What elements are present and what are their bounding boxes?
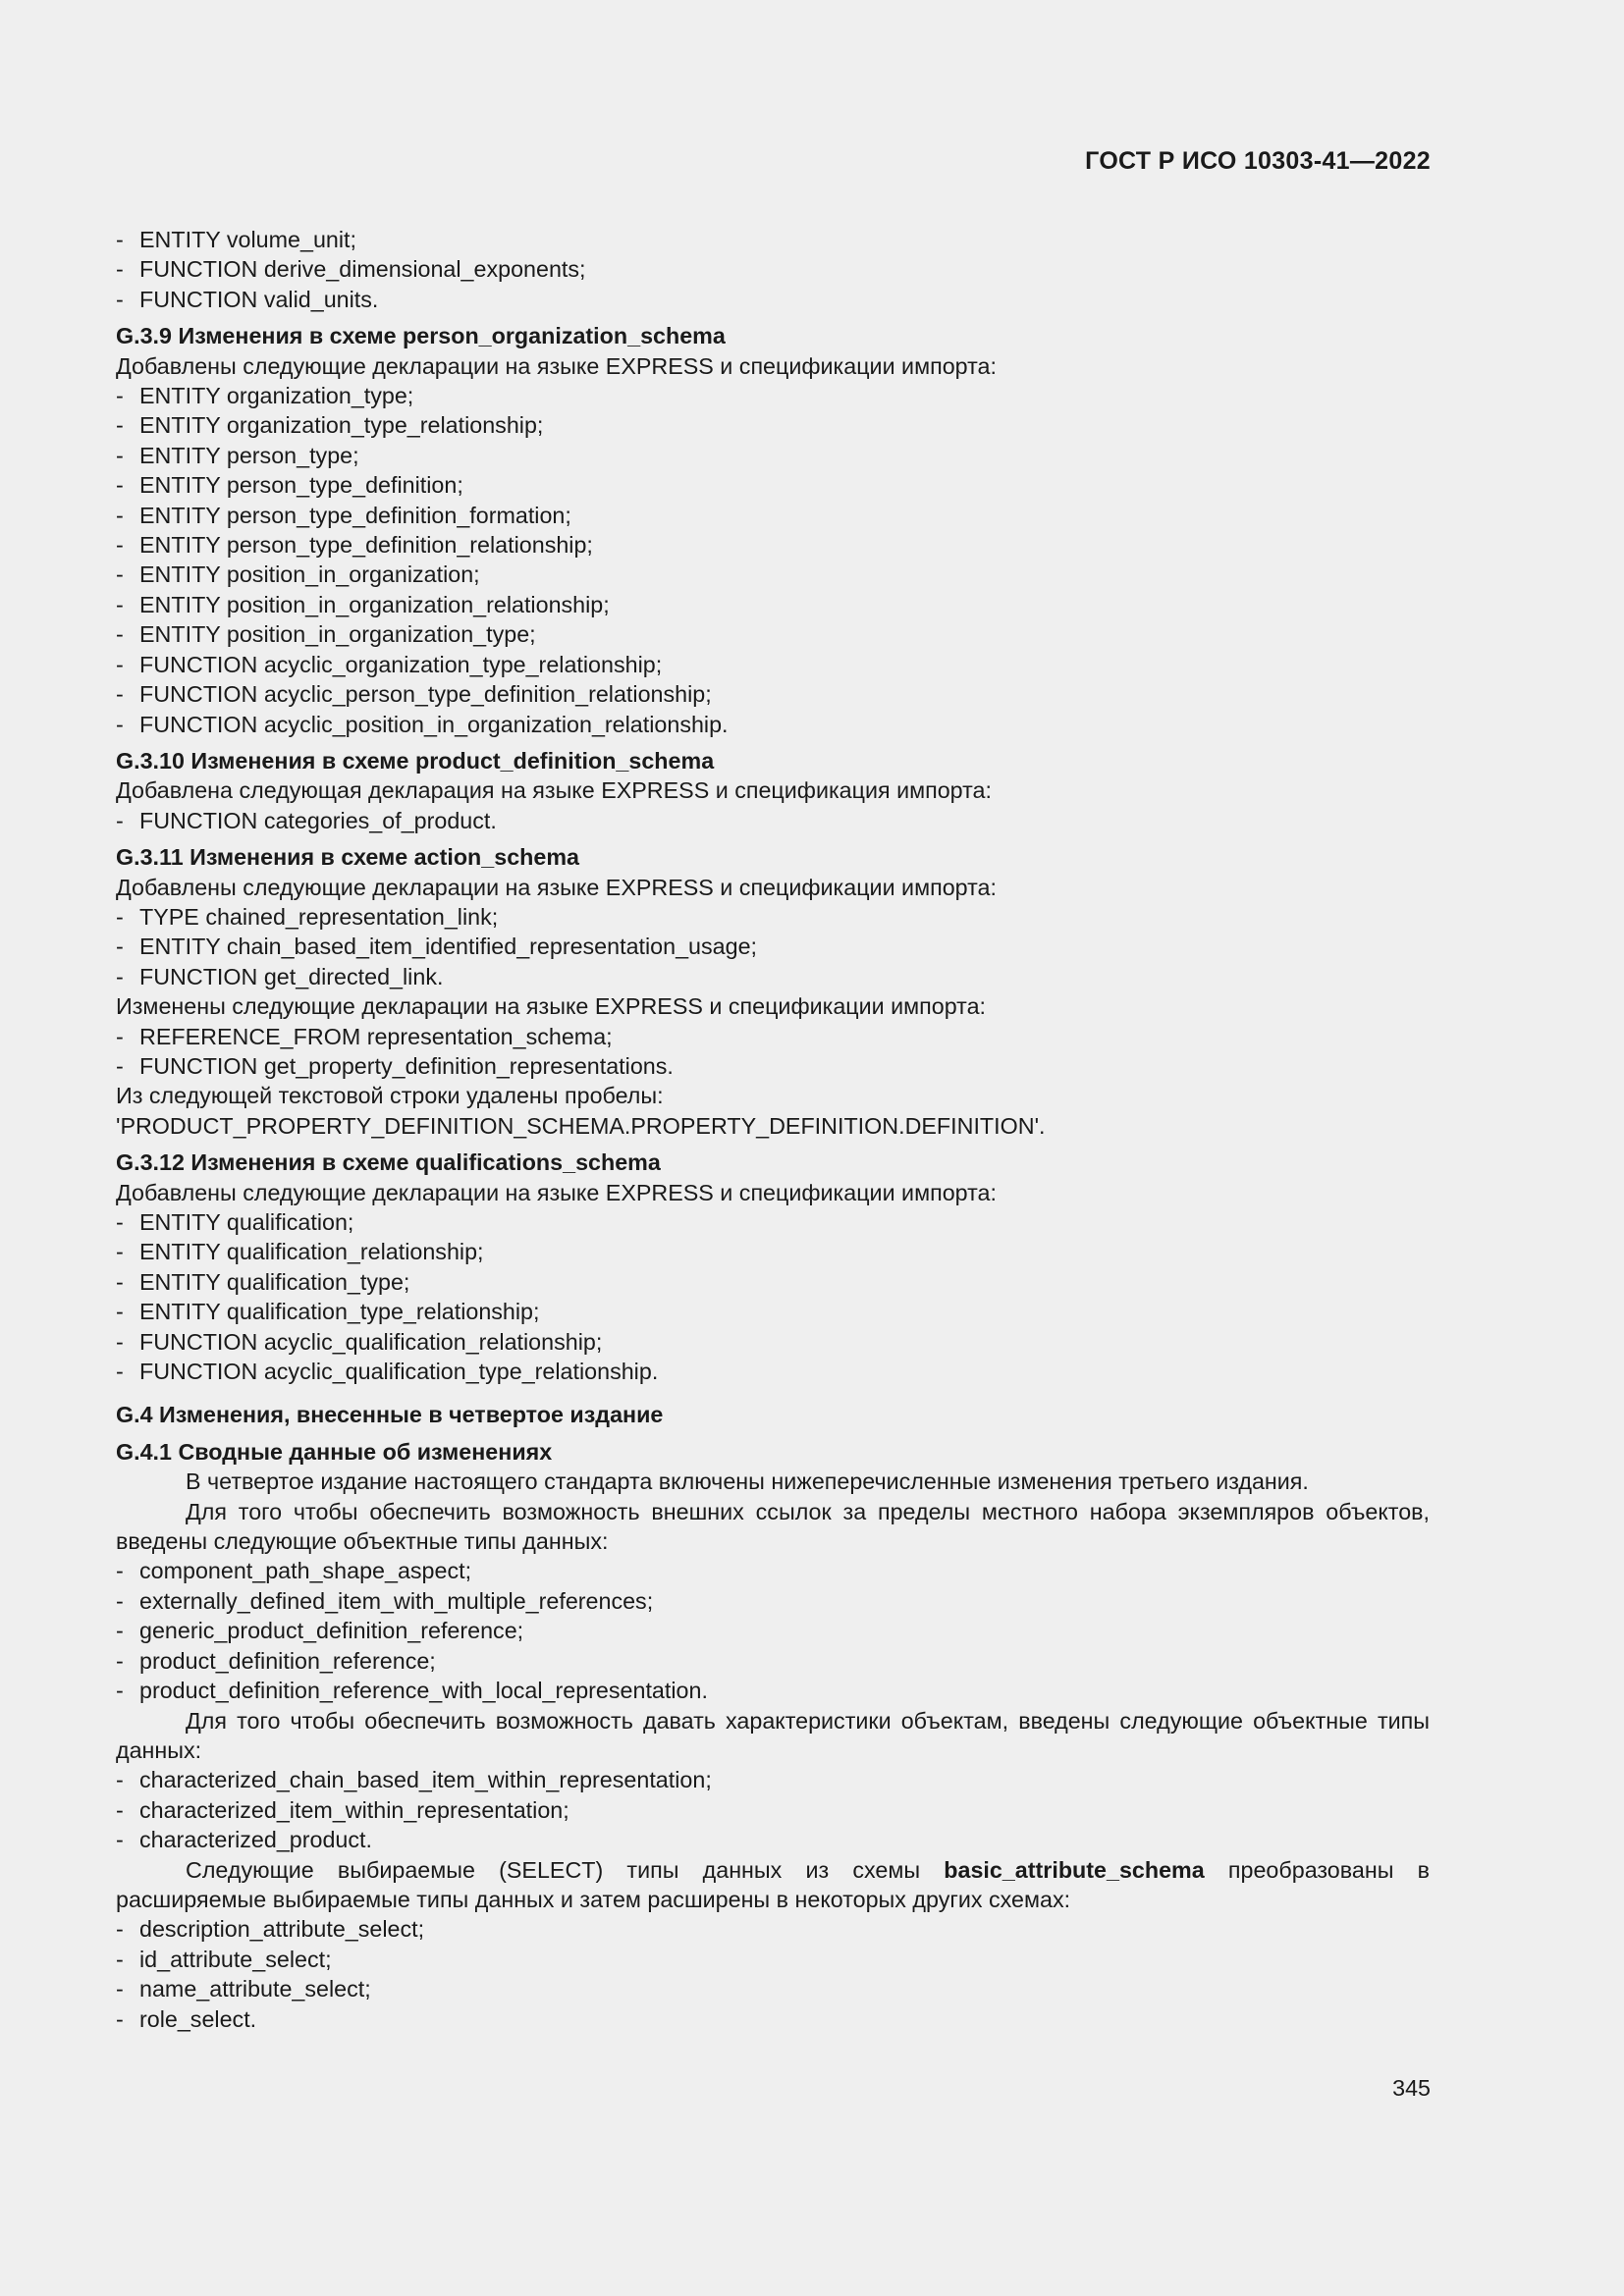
section-g311-list2 — [116, 1022, 1430, 1082]
list-item: - characterized_product. — [116, 1825, 1430, 1854]
list-item: - ENTITY position_in_organization_relationship; — [116, 590, 1430, 619]
list-item: - ENTITY person_type; — [116, 441, 1430, 470]
list-item: - ENTITY position_in_organization; — [116, 560, 1430, 589]
list-item: - FUNCTION acyclic_qualification_type_relationship. — [116, 1357, 1430, 1386]
section-g41-list3 — [116, 1914, 1430, 2034]
page-number: 345 — [1392, 2075, 1431, 2101]
section-g312-title: G.3.12 Изменения в схеме qualifications_schema — [116, 1149, 661, 1176]
list-item: - ENTITY person_type_definition; — [116, 470, 1430, 500]
list-item: - characterized_chain_based_item_within_representation; — [116, 1765, 1430, 1794]
section-g41-p4 — [116, 1855, 1430, 1915]
section-g311-note1: Из следующей текстовой строки удалены пробелы: — [116, 1083, 664, 1109]
list-item: - FUNCTION acyclic_position_in_organization_relationship. — [116, 710, 1430, 739]
list-item: - ENTITY person_type_definition_relationship; — [116, 530, 1430, 560]
section-g39-intro: Добавлены следующие декларации на языке EXPRESS и спецификации импорта: — [116, 352, 997, 379]
list-item: - ENTITY chain_based_item_identified_representation_usage; — [116, 932, 1430, 961]
list-item: - FUNCTION categories_of_product. — [116, 806, 1430, 835]
list-item: - role_select. — [116, 2004, 1430, 2034]
document-header: ГОСТ Р ИСО 10303-41—2022 — [1085, 147, 1431, 175]
section-g39-title: G.3.9 Изменения в схеме person_organization_schema — [116, 323, 726, 349]
section-g41-p1: В четвертое издание настоящего стандарта включены нижеперечисленные изменения третьего издания. — [186, 1468, 1309, 1495]
list-item: - ENTITY volume_unit; — [116, 225, 1430, 254]
list-item: - FUNCTION acyclic_qualification_relationship; — [116, 1327, 1430, 1357]
list-item: - FUNCTION valid_units. — [116, 285, 1430, 314]
list-item: - description_attribute_select; — [116, 1914, 1430, 1944]
list-item: - ENTITY position_in_organization_type; — [116, 619, 1430, 649]
section-g310-list — [116, 806, 1430, 835]
section-g312-intro: Добавлены следующие декларации на языке EXPRESS и спецификации импорта: — [116, 1179, 997, 1205]
section-g310-title: G.3.10 Изменения в схеме product_definition_schema — [116, 747, 715, 774]
section-g41-p3: Для того чтобы обеспечить возможность давать характеристики объектам, введены следующие объектные типы данных: — [116, 1707, 1430, 1763]
list-item: - ENTITY qualification; — [116, 1207, 1430, 1237]
section-g310-intro: Добавлена следующая декларация на языке EXPRESS и спецификация импорта: — [116, 777, 992, 804]
list-item: - ENTITY organization_type_relationship; — [116, 410, 1430, 440]
list-item: - ENTITY person_type_definition_formation; — [116, 501, 1430, 530]
section-g311-list — [116, 902, 1430, 991]
list-item: - FUNCTION derive_dimensional_exponents; — [116, 254, 1430, 284]
list-item: - TYPE chained_representation_link; — [116, 902, 1430, 932]
section-g311-intro: Добавлены следующие декларации на языке EXPRESS и спецификации импорта: — [116, 874, 997, 900]
list-item: - ENTITY qualification_type; — [116, 1267, 1430, 1297]
list-item: - FUNCTION get_property_definition_representations. — [116, 1051, 1430, 1081]
list-item: - externally_defined_item_with_multiple_references; — [116, 1586, 1430, 1616]
list-item: - FUNCTION get_directed_link. — [116, 962, 1430, 991]
p4-pre: Следующие выбираемые (SELECT) типы данных из схемы — [186, 1856, 945, 1883]
list-item: - ENTITY organization_type; — [116, 381, 1430, 410]
section-g312-list — [116, 1207, 1430, 1386]
section-g4-title: G.4 Изменения, внесенные в четвертое издание — [116, 1402, 664, 1428]
list-item: - ENTITY qualification_type_relationship; — [116, 1297, 1430, 1326]
list-item: - characterized_item_within_representation; — [116, 1795, 1430, 1825]
section-g311-note2: 'PRODUCT_PROPERTY_DEFINITION_SCHEMA.PROPERTY_DEFINITION.DEFINITION'. — [116, 1112, 1046, 1139]
page-content — [116, 225, 1430, 2034]
section-g41-list2 — [116, 1765, 1430, 1854]
list-item: - product_definition_reference; — [116, 1646, 1430, 1676]
list-item: - REFERENCE_FROM representation_schema; — [116, 1022, 1430, 1051]
section-g311-intro2: Изменены следующие декларации на языке EXPRESS и спецификации импорта: — [116, 993, 987, 1020]
list-item: - ENTITY qualification_relationship; — [116, 1237, 1430, 1266]
section-g311-title: G.3.11 Изменения в схеме action_schema — [116, 844, 580, 871]
section-g41-p2: Для того чтобы обеспечить возможность внешних ссылок за пределы местного набора экземпляров объектов, введены следующие объектные типы данных: — [116, 1498, 1430, 1555]
section-g41-title: G.4.1 Сводные данные об изменениях — [116, 1438, 553, 1465]
list-item: - id_attribute_select; — [116, 1945, 1430, 1974]
list-item: - FUNCTION acyclic_organization_type_relationship; — [116, 650, 1430, 679]
list-item: - product_definition_reference_with_local_representation. — [116, 1676, 1430, 1705]
list-item: - name_attribute_select; — [116, 1974, 1430, 2003]
list-item: - component_path_shape_aspect; — [116, 1556, 1430, 1585]
list-item: - FUNCTION acyclic_person_type_definition_relationship; — [116, 679, 1430, 709]
section-g39-list — [116, 381, 1430, 739]
list-item: - generic_product_definition_reference; — [116, 1616, 1430, 1645]
p4-post: преобразованы в расширяемые выбираемые типы данных и затем расширены в некоторых других схемах: — [116, 1856, 1430, 1912]
p4-schema-name: basic_attribute_schema — [944, 1856, 1205, 1883]
section-g41-list1 — [116, 1556, 1430, 1705]
top-list — [116, 225, 1430, 314]
